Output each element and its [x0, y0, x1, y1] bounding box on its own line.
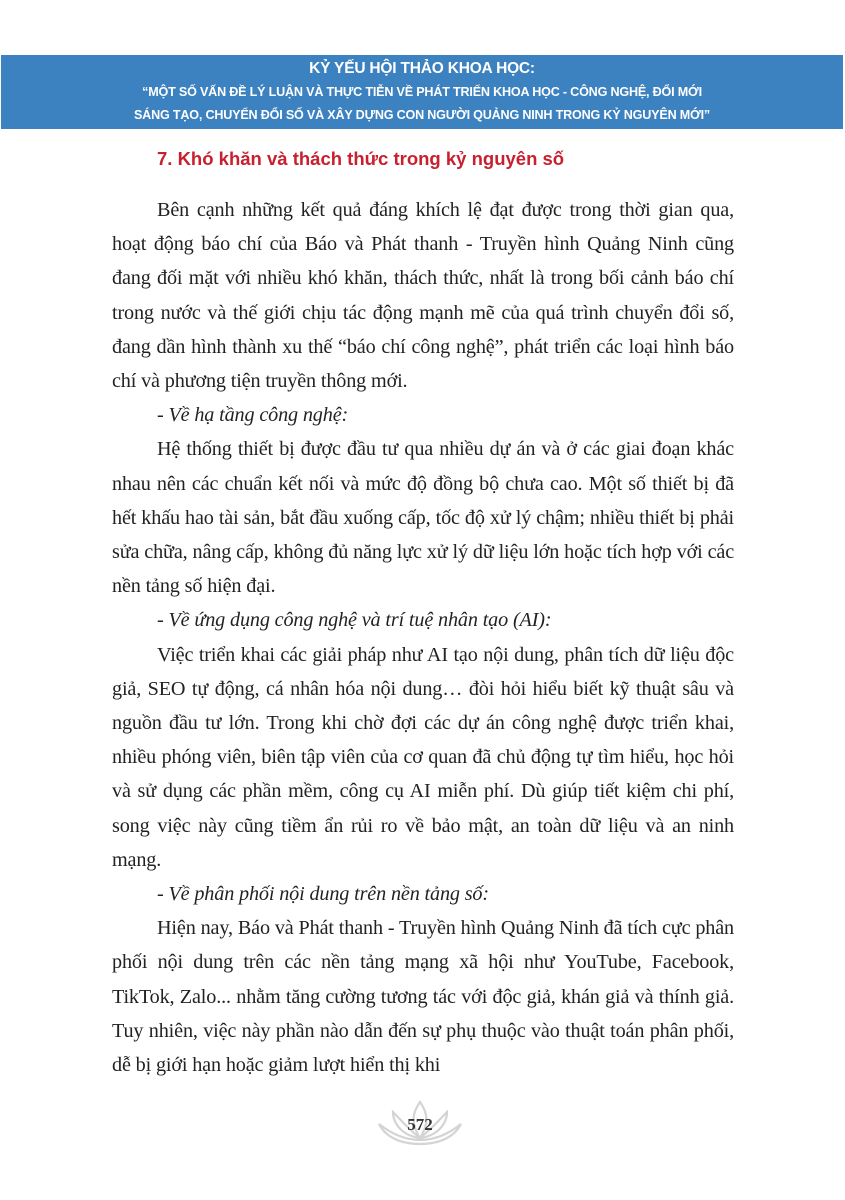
subheading: - Về ứng dụng công nghệ và trí tuệ nhân tạo (AI): [157, 609, 552, 632]
paragraph: Bên cạnh những kết quả đáng khích lệ đạt được trong thời gian qua, hoạt động báo chí của Báo và Phát thanh - Truyền hình Quảng Ninh cũng đang đối mặt với nhiều khó khăn, thách thức, nhất là trong bối cảnh báo chí trong nước và thế giới chịu tác động mạnh mẽ của quá trình chuyển đổi số, đang dần hình thành xu thế “báo chí công nghệ”, phát triển các loại hình báo chí và phương tiện truyền thông mới. [112, 199, 734, 393]
section-body [112, 193, 734, 1082]
subheading: - Về hạ tầng công nghệ: [157, 404, 349, 427]
paragraph: Hệ thống thiết bị được đầu tư qua nhiều dự án và ở các giai đoạn khác nhau nên các chuẩn kết nối và mức độ đồng bộ chưa cao. Một số thiết bị đã hết khấu hao tài sản, bắt đầu xuống cấp, tốc độ xử lý chậm; nhiều thiết bị phải sửa chữa, nâng cấp, không đủ năng lực xử lý dữ liệu lớn hoặc tích hợp với các nền tảng số hiện đại. [112, 438, 734, 598]
page-number: 572 [407, 1115, 433, 1134]
header-subtitle-line-2: SÁNG TẠO, CHUYỂN ĐỔI SỐ VÀ XÂY DỰNG CON NGƯỜI QUẢNG NINH TRONG KỶ NGUYÊN MỚI” [133, 108, 710, 122]
header-subtitle-line-1: “MỘT SỐ VẤN ĐỀ LÝ LUẬN VÀ THỰC TIỄN VỀ PHÁT TRIỂN KHOA HỌC - CÔNG NGHỆ, ĐỔI MỚI [142, 85, 702, 99]
paragraph: Hiện nay, Báo và Phát thanh - Truyền hình Quảng Ninh đã tích cực phân phối nội dung trên các nền tảng mạng xã hội như YouTube, Facebook, TikTok, Zalo... nhằm tăng cường tương tác với độc giả, khán giả và thính giả. Tuy nhiên, việc này phần nào dẫn đến sự phụ thuộc vào thuật toán phân phối, dễ bị giới hạn hoặc giảm lượt hiển thị khi [112, 917, 734, 1077]
section-heading: 7. Khó khăn và thách thức trong kỷ nguyên số [157, 148, 565, 169]
paragraph: Việc triển khai các giải pháp như AI tạo nội dung, phân tích dữ liệu độc giả, SEO tự động, cá nhân hóa nội dung… đòi hỏi hiểu biết kỹ thuật sâu và nguồn đầu tư lớn. Trong khi chờ đợi các dự án công nghệ được triển khai, nhiều phóng viên, biên tập viên của cơ quan đã chủ động tự tìm hiểu, học hỏi và sử dụng các phần mềm, công cụ AI miễn phí. Dù giúp tiết kiệm chi phí, song việc này cũng tiềm ẩn rủi ro về bảo mật, an toàn dữ liệu và an ninh mạng. [112, 643, 734, 871]
page-folio [375, 1098, 465, 1148]
header-banner [1, 55, 843, 129]
subheading: - Về phân phối nội dung trên nền tảng số: [157, 883, 489, 906]
header-title: KỶ YẾU HỘI THẢO KHOA HỌC: [309, 60, 535, 77]
